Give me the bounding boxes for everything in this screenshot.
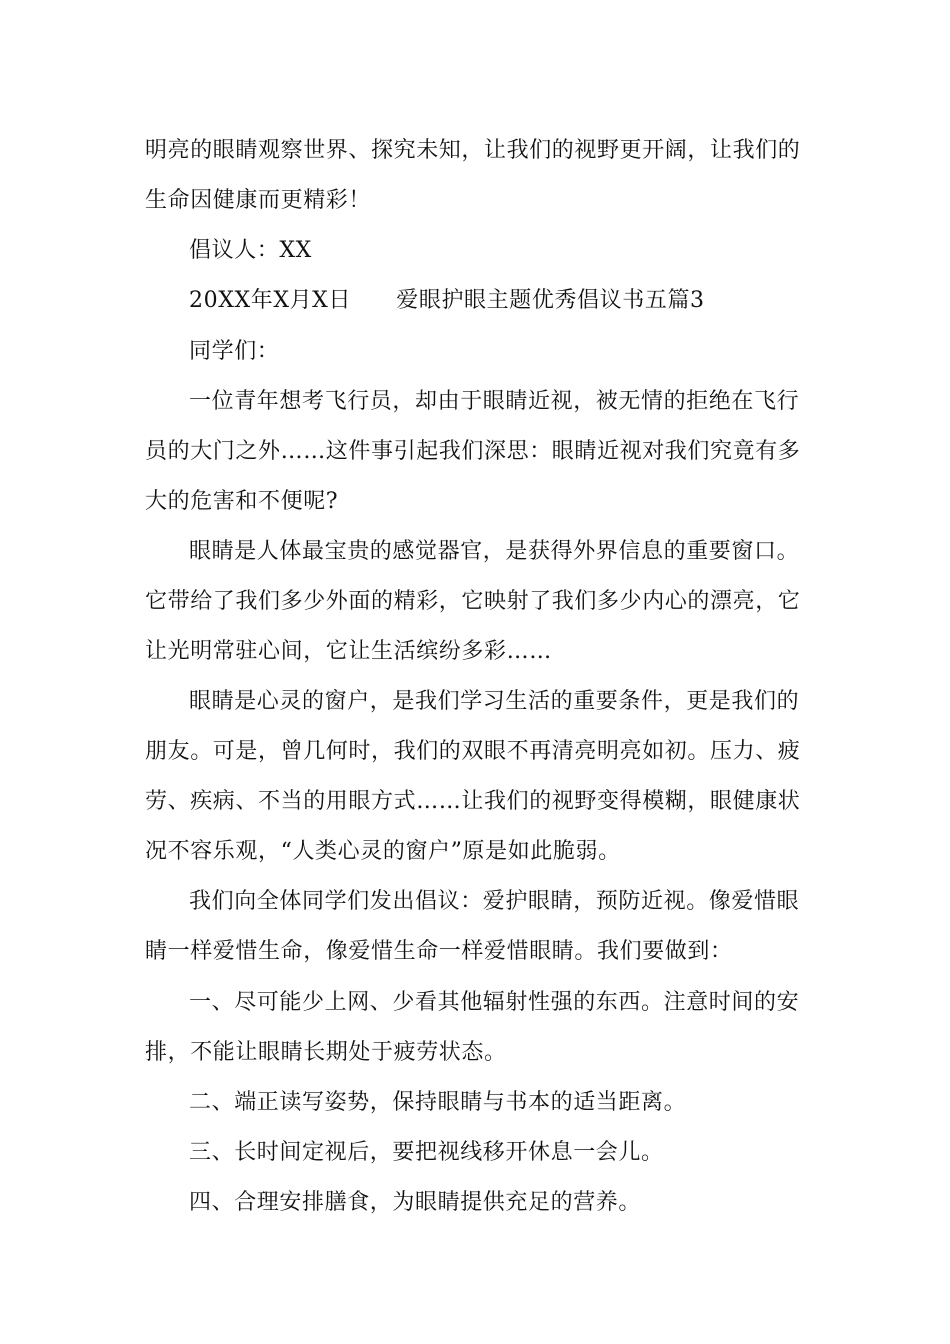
text-line: 眼睛是人体最宝贵的感觉器官，是获得外界信息的重要窗口。: [189, 539, 800, 564]
list-item: 三、长时间定视后，要把视线移开休息一会儿。: [189, 1140, 664, 1165]
text-line: 让光明常驻心间，它让生活缤纷多彩……: [145, 639, 552, 664]
list-item-continuation: 排，不能让眼睛长期处于疲劳状态。: [145, 1040, 507, 1065]
text-line: 劳、疾病、不当的用眼方式……让我们的视野变得模糊，眼健康状: [145, 789, 801, 814]
date-title-line: 20XX年X月X日 爱眼护眼主题优秀倡议书五篇3: [189, 288, 705, 313]
salutation-line: 同学们：: [189, 339, 280, 364]
text-line: 它带给了我们多少外面的精彩，它映射了我们多少内心的漂亮，它: [145, 589, 801, 614]
text-line: 况不容乐观，“人类心灵的窗户”原是如此脆弱。: [145, 839, 621, 864]
proposer-line: 倡议人：XX: [189, 238, 312, 263]
text-line: 朋友。可是，曾几何时，我们的双眼不再清亮明亮如初。压力、疲: [145, 739, 801, 764]
text-line: 睛一样爱惜生命，像爱惜生命一样爱惜眼睛。我们要做到：: [145, 939, 733, 964]
list-item: 四、合理安排膳食，为眼睛提供充足的营养。: [189, 1190, 642, 1215]
text-line: 大的危害和不便呢?: [145, 489, 339, 514]
text-line: 明亮的眼睛观察世界、探究未知，让我们的视野更开阔，让我们的: [145, 138, 801, 163]
text-line: 一位青年想考飞行员，却由于眼睛近视，被无情的拒绝在飞行: [189, 389, 800, 414]
list-item: 一、尽可能少上网、少看其他辐射性强的东西。注意时间的安: [189, 990, 800, 1015]
text-line: 眼睛是心灵的窗户，是我们学习生活的重要条件，更是我们的: [189, 689, 800, 714]
text-line: 员的大门之外……这件事引起我们深思：眼睛近视对我们究竟有多: [145, 439, 801, 464]
list-item: 二、端正读写姿势，保持眼睛与书本的适当距离。: [189, 1090, 687, 1115]
text-line: 我们向全体同学们发出倡议：爱护眼睛，预防近视。像爱惜眼: [189, 889, 800, 914]
text-line: 生命因健康而更精彩！: [145, 188, 372, 213]
